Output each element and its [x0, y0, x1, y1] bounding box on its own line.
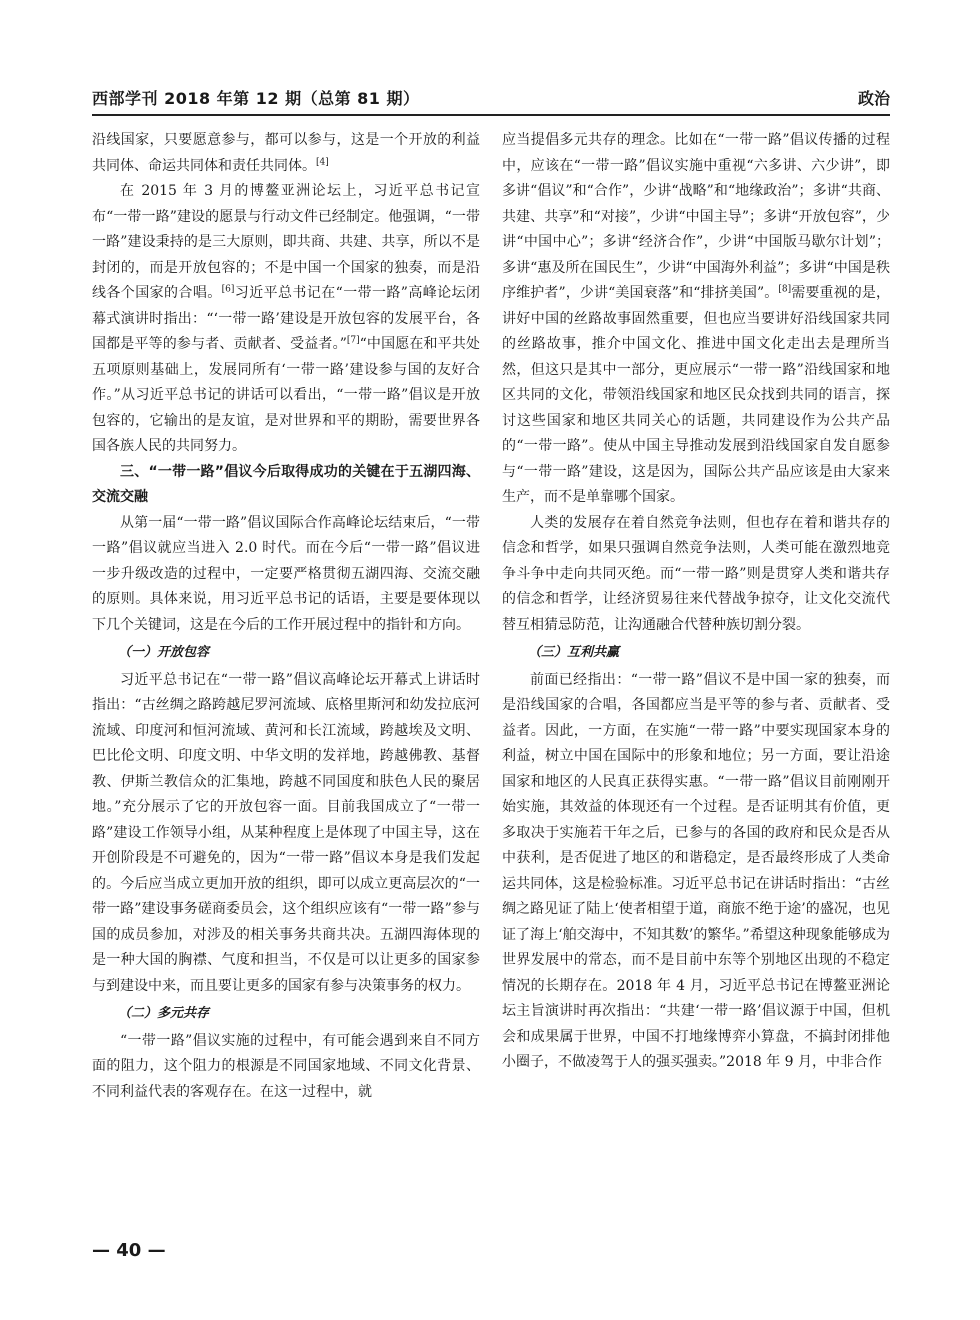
- citation-ref: [8]: [778, 284, 792, 295]
- journal-title: 西部学刊 2018 年第 12 期（总第 81 期）: [92, 89, 420, 108]
- subsection-heading: （三）互利共赢: [528, 645, 620, 660]
- left-column: [92, 128, 480, 1105]
- header-rule: [92, 114, 890, 116]
- paragraph: 在 2015 年 3 月的博鳌亚洲论坛上，习近平总书记宣布“一带一路”建设的愿景与行动文件已经制定。他强调，“一带一路”建设秉持的是三大原则，即共商、共建、共享，所以不是封闭的，而是开放包容的；不是中国一个国家的独奏，而是沿线各个国家的合唱。[6]习近平总书记在“一带一路”高峰论坛闭幕式演讲时指出：“‘一带一路’建设是开放包容的发展平台，各国都是平等的参与者、贡献者、受益者。”[7]“中国愿在和平共处五项原则基础上，发展同所有‘一带一路’建设参与国的友好合作。”从习近平总书记的讲话可以看出，“一带一路”倡议是开放包容的，它输出的是友谊，是对世界和平的期盼，需要世界各国各族人民的共同努力。: [92, 183, 480, 454]
- citation-ref: [6]: [221, 284, 235, 295]
- section-heading: 三、“一带一路”倡议今后取得成功的关键在于五湖四海、交流交融: [92, 463, 480, 505]
- paragraph: 人类的发展存在着自然竞争法则，但也存在着和谐共存的信念和哲学，如果只强调自然竞争法则，人类可能在激烈地竞争斗争中走向共同灭绝。而“一带一路”则是贯穿人类和谐共存的信念和哲学，让经济贸易往来代替战争掠夺，让文化交流代替互相猜忌防范，让沟通融合代替种族切割分裂。: [502, 514, 890, 633]
- subsection-heading: （二）多元共存: [118, 1006, 210, 1021]
- citation-ref: [4]: [316, 156, 329, 167]
- citation-ref: [7]: [346, 335, 360, 346]
- paragraph: 沿线国家，只要愿意参与，都可以参与，这是一个开放的利益共同体、命运共同体和责任共同体。[4]: [92, 132, 480, 174]
- paragraph: 前面已经指出：“一带一路”倡议不是中国一家的独奏，而是沿线国家的合唱，各国都应当是平等的参与者、贡献者、受益者。因此，一方面，在实施“一带一路”中要实现国家本身的利益，树立中国在国际中的形象和地位；另一方面，要让沿途国家和地区的人民真正获得实惠。“一带一路”倡议目前刚刚开始实施，其效益的体现还有一个过程。是否证明其有价值，更多取决于实施若干年之后，已参与的各国的政府和民众是否从中获利，是否促进了地区的和谐稳定，是否最终形成了人类命运共同体，这是检验标准。习近平总书记在讲话时指出：“古丝绸之路见证了陆上‘使者相望于道，商旅不绝于途’的盛况，也见证了海上‘舶交海中，不知其数’的繁华。”希望这种现象能够成为世界发展中的常态，而不是目前中东等个别地区出现的不稳定情况的长期存在。2018 年 4 月，习近平总书记在博鳌亚洲论坛主旨演讲时再次指出：“共建‘一带一路’倡议源于中国，但机会和成果属于世界，中国不打地缘博弈小算盘，不搞封闭排他小圈子，不做凌驾于人的强买强卖。”2018 年 9 月，中非合作: [502, 671, 890, 1070]
- right-column: [502, 128, 890, 1076]
- page-number: — 40 —: [92, 1240, 166, 1261]
- paragraph: 习近平总书记在“一带一路”倡议高峰论坛开幕式上讲话时指出：“古丝绸之路跨越尼罗河流域、底格里斯河和幼发拉底河流域、印度河和恒河流域、黄河和长江流域，跨越埃及文明、巴比伦文明、印度文明、中华文明的发祥地，跨越佛教、基督教、伊斯兰教信众的汇集地，跨越不同国度和肤色人民的聚居地。”充分展示了它的开放包容一面。目前我国成立了“一带一路”建设工作领导小组，从某种程度上是体现了中国主导，这在开创阶段是不可避免的，因为“一带一路”倡议本身是我们发起的。今后应当成立更加开放的组织，即可以成立更高层次的“一带一路”建设事务磋商委员会，这个组织应该有“一带一路”参与国的成员参加，对涉及的相关事务共商共决。五湖四海体现的是一种大国的胸襟、气度和担当，不仅是可以让更多的国家参与到建设中来，而且要让更多的国家有参与决策事务的权力。: [92, 671, 480, 994]
- paragraph: “一带一路”倡议实施的过程中，有可能会遇到来自不同方面的阻力，这个阻力的根源是不同国家地域、不同文化背景、不同利益代表的客观存在。在这一过程中，就: [92, 1032, 480, 1100]
- paragraph: 从第一届“一带一路”倡议国际合作高峰论坛结束后，“一带一路”倡议就应当进入 2.0 时代。而在今后“一带一路”倡议进一步升级改造的过程中，一定要严格贯彻五湖四海、交流交融的原则。具体来说，用习近平总书记的话语，主要是要体现以下几个关键词，这是在今后的工作开展过程中的指针和方向。: [92, 514, 480, 633]
- section-label: 政治: [857, 89, 890, 108]
- running-header: [92, 84, 890, 114]
- subsection-heading: （一）开放包容: [118, 645, 210, 660]
- paragraph: 应当提倡多元共存的理念。比如在“一带一路”倡议传播的过程中，应该在“一带一路”倡议实施中重视“六多讲、六少讲”，即多讲“倡议”和“合作”，少讲“战略”和“地缘政治”；多讲“共商、共建、共享”和“对接”，少讲“中国主导”；多讲“开放包容”，少讲“中国中心”；多讲“经济合作”，少讲“中国版马歇尔计划”；多讲“惠及所在国民生”，少讲“中国海外利益”；多讲“中国是秩序维护者”，少讲“美国衰落”和“排挤美国”。[8]需要重视的是，讲好中国的丝路故事固然重要，但也应当要讲好沿线国家共同的丝路故事，推介中国文化、推进中国文化走出去是理所当然，但这只是其中一部分，更应展示“一带一路”沿线国家和地区共同的文化，带领沿线国家和地区民众找到共同的语言，探讨这些国家和地区共同关心的话题，共同建设作为公共产品的“一带一路”。使从中国主导推动发展到沿线国家自发自愿参与“一带一路”建设，这是因为，国际公共产品应该是由大家来生产，而不是单靠哪个国家。: [502, 132, 890, 505]
